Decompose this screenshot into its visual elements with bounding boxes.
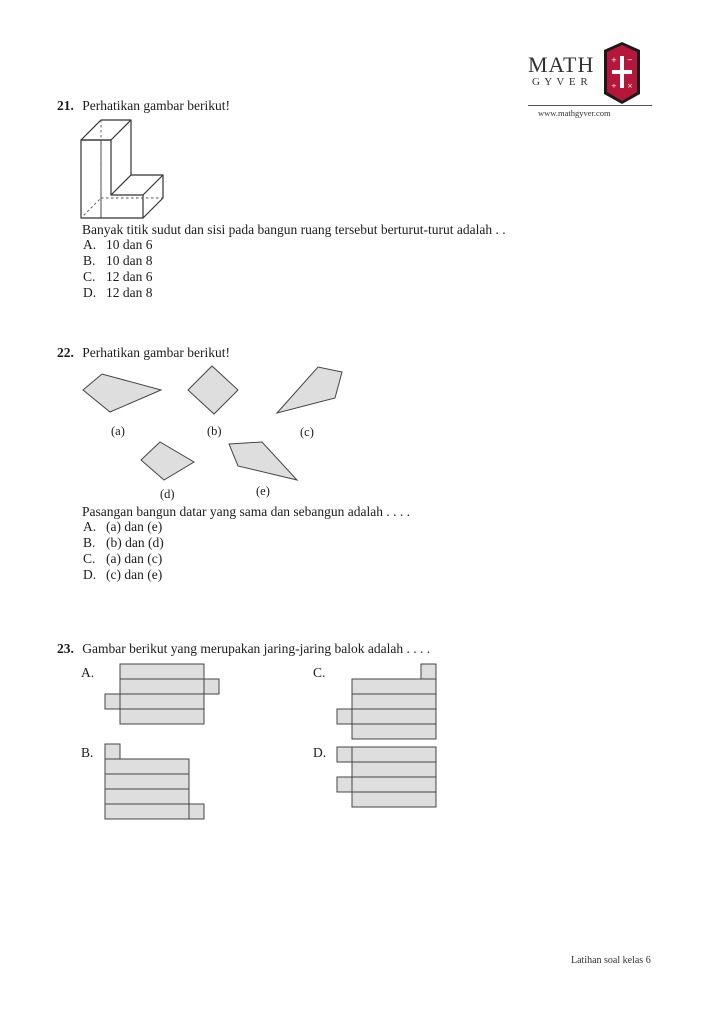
- question-23-header: [57, 641, 430, 657]
- option-letter: B.: [83, 253, 96, 268]
- logo-divider: [528, 105, 652, 106]
- question-22-header: [57, 345, 230, 361]
- logo-url: www.mathgyver.com: [538, 108, 611, 118]
- question-prompt: Gambar berikut yang merupakan jaring-jaring balok adalah . . . .: [82, 641, 431, 656]
- net-label-a: A.: [81, 665, 95, 680]
- net-d-figure: [336, 745, 446, 813]
- net-c-figure: [336, 662, 446, 744]
- l-prism-figure: [78, 116, 178, 226]
- question-number: 22.: [57, 345, 74, 360]
- option-letter: C.: [83, 551, 96, 566]
- logo-word: MATH: [528, 52, 595, 77]
- net-label-b: B.: [81, 745, 94, 760]
- question-prompt: Perhatikan gambar berikut!: [82, 345, 230, 360]
- option-text: (a) dan (c): [106, 551, 163, 566]
- question-21-header: [57, 98, 230, 114]
- figure-label-d: (d): [160, 487, 175, 501]
- option-22-b: [83, 535, 164, 551]
- option-21-c: [83, 269, 153, 285]
- option-21-d: [83, 285, 153, 301]
- shape-a: [83, 374, 161, 412]
- option-letter: C.: [83, 269, 96, 284]
- net-b-figure: [104, 742, 214, 824]
- option-22-d: [83, 567, 162, 583]
- option-text: 12 dan 8: [106, 285, 153, 300]
- option-21-a: [83, 237, 153, 253]
- option-22-a: [83, 519, 162, 535]
- option-letter: D.: [83, 567, 97, 582]
- option-letter: D.: [83, 285, 97, 300]
- figure-label-c: (c): [300, 425, 314, 439]
- shape-d: [141, 442, 194, 480]
- net-a-figure: [104, 663, 224, 727]
- figure-label-e: (e): [256, 484, 270, 498]
- net-label-d: D.: [313, 745, 327, 760]
- option-21-b: [83, 253, 153, 269]
- svg-text:÷: ÷: [611, 82, 617, 90]
- option-text: (a) dan (e): [106, 519, 163, 534]
- net-label-c: C.: [313, 665, 326, 680]
- figure-label-b: (b): [207, 424, 222, 438]
- option-text: (c) dan (e): [106, 567, 163, 582]
- question-number: 21.: [57, 98, 74, 113]
- question-prompt: Perhatikan gambar berikut!: [82, 98, 230, 113]
- svg-text:+: +: [611, 56, 617, 64]
- question-21-text: Banyak titik sudut dan sisi pada bangun ruang tersebut berturut-turut adalah . .: [82, 222, 506, 237]
- page-footer: Latihan soal kelas 6: [571, 955, 651, 966]
- option-text: 10 dan 6: [106, 237, 153, 252]
- option-letter: A.: [83, 519, 97, 534]
- option-letter: A.: [83, 237, 97, 252]
- logo-badge-icon: [602, 42, 642, 106]
- mathgyver-logo: [528, 42, 653, 120]
- figure-label-a: (a): [111, 424, 125, 438]
- option-22-c: [83, 551, 162, 567]
- svg-text:×: ×: [627, 82, 633, 90]
- shape-c: [277, 367, 342, 413]
- logo-subword: G Y V E R: [532, 76, 589, 88]
- option-text: (b) dan (d): [106, 535, 164, 550]
- shape-e: [229, 442, 297, 480]
- option-text: 10 dan 8: [106, 253, 153, 268]
- shape-b: [188, 366, 238, 414]
- svg-text:−: −: [627, 56, 633, 64]
- question-22-text: Pasangan bangun datar yang sama dan sebangun adalah . . . .: [82, 504, 411, 519]
- question-number: 23.: [57, 641, 74, 656]
- option-text: 12 dan 6: [106, 269, 153, 284]
- option-letter: B.: [83, 535, 96, 550]
